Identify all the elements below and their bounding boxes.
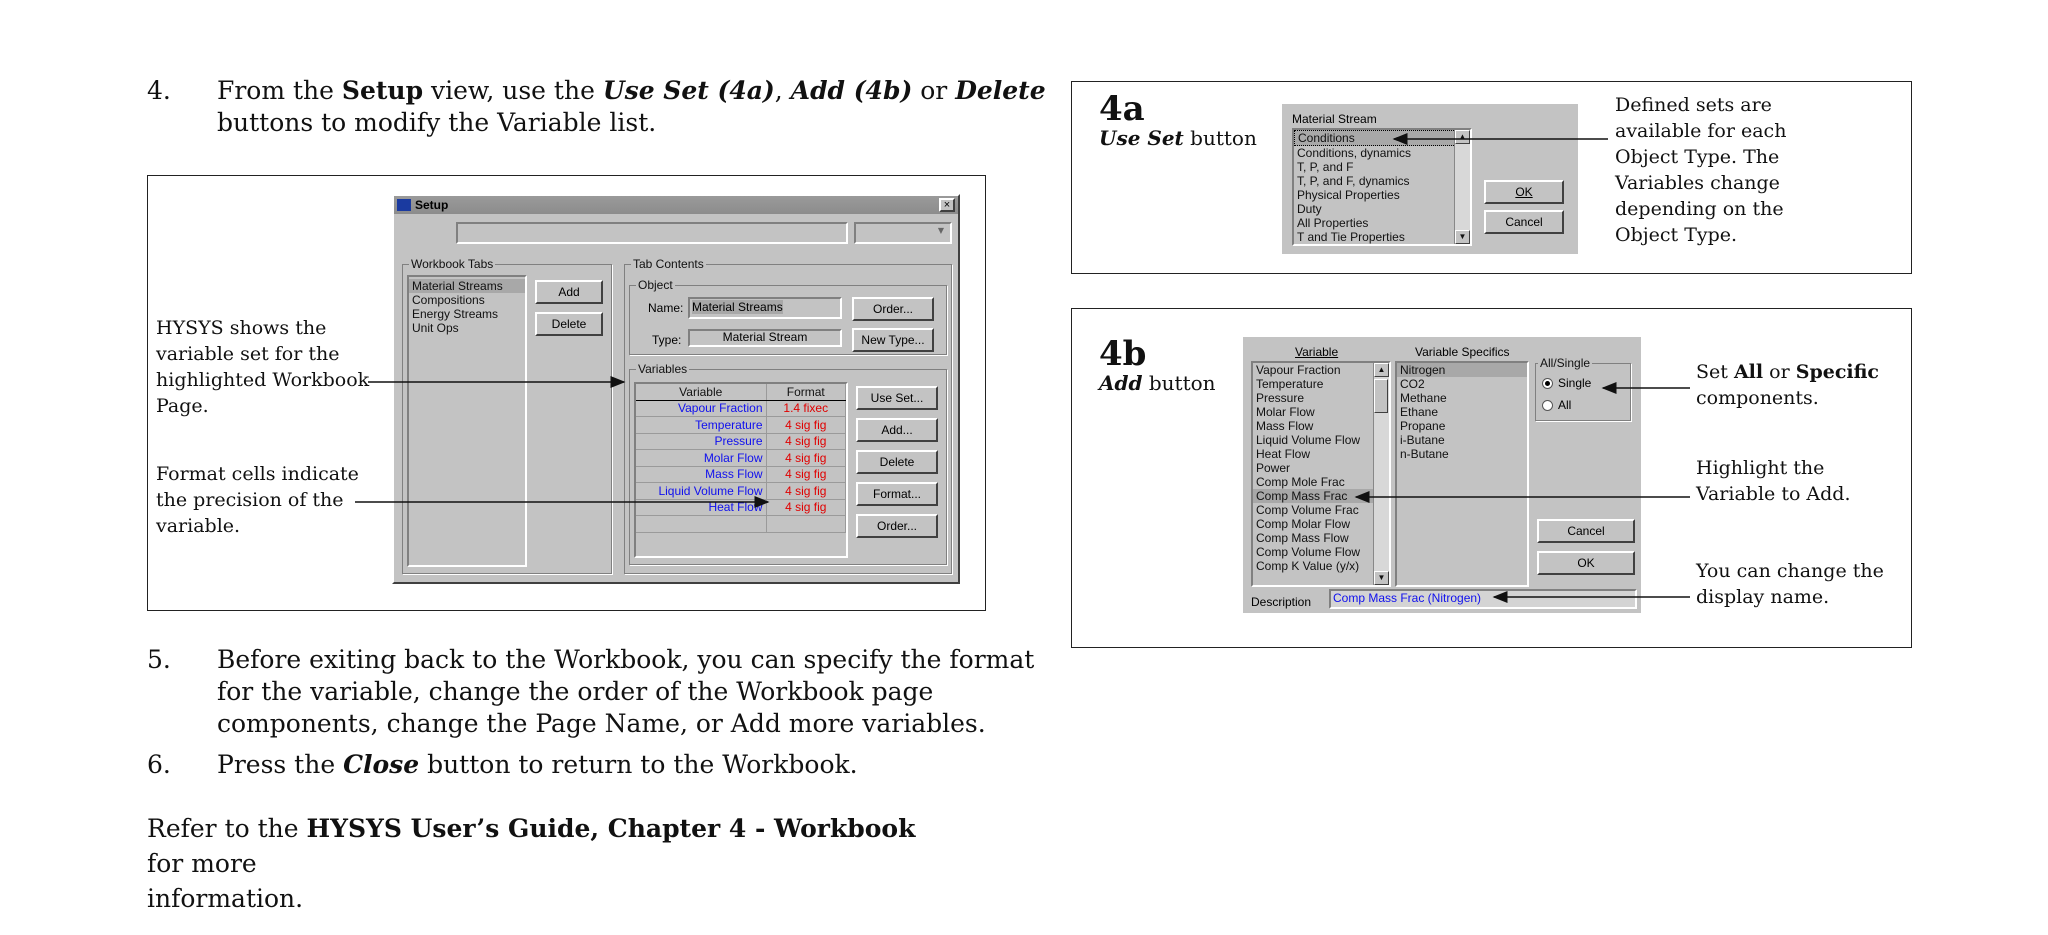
table-row: Pressure 4 sig fig (636, 433, 846, 450)
list-item[interactable]: Comp Mole Frac (1256, 475, 1345, 489)
list-item[interactable]: Nitrogen (1397, 363, 1527, 377)
panel-number: 4a (1099, 89, 1145, 129)
chevron-down-icon: ▼ (937, 226, 945, 235)
list-item[interactable]: Vapour Fraction (1256, 363, 1341, 377)
list-item[interactable]: Heat Flow (1256, 447, 1311, 461)
callout-variable-set: HYSYS shows the variable set for the highlighted Workbook Page. (156, 317, 370, 417)
list-item[interactable]: Duty (1297, 202, 1322, 216)
list-item[interactable]: Molar Flow (1256, 405, 1315, 419)
order-variables-button[interactable]: Order... (856, 514, 938, 538)
panel-number: 4b (1099, 334, 1147, 374)
list-item[interactable]: All Properties (1297, 216, 1369, 230)
panel-4b (1071, 308, 1912, 648)
list-item[interactable]: Material Streams (409, 279, 525, 293)
list-item[interactable]: Liquid Volume Flow (1256, 433, 1361, 447)
delete-variable-button[interactable]: Delete (856, 450, 938, 474)
list-item[interactable]: Physical Properties (1297, 188, 1400, 202)
add-tab-button[interactable]: Add (535, 280, 603, 304)
table-row: Heat Flow 4 sig fig (636, 499, 846, 516)
object-group: Object Name: Material Streams Type: Material Stream Order... New Type... (629, 285, 947, 355)
format-button[interactable]: Format... (856, 482, 938, 506)
callout-format-cells: Format cells indicate the precision of the variable. (156, 463, 359, 537)
table-row: Liquid Volume Flow 4 sig fig (636, 483, 846, 500)
object-name-field[interactable]: Material Streams (688, 297, 842, 319)
close-button[interactable]: × (939, 198, 955, 212)
list-item[interactable]: Compositions (412, 293, 485, 307)
object-type-field: Material Stream (688, 329, 842, 347)
panel-caption: Add button (1099, 371, 1216, 395)
list-item[interactable]: Ethane (1400, 405, 1439, 419)
list-item[interactable]: T, P, and F, dynamics (1297, 174, 1410, 188)
table-row: Molar Flow 4 sig fig (636, 450, 846, 467)
list-item[interactable]: Power (1256, 461, 1291, 475)
ok-button[interactable]: OK (1484, 180, 1564, 204)
scroll-up-icon[interactable]: ▲ (1374, 363, 1389, 377)
table-row: Vapour Fraction 1.4 fixec (636, 400, 846, 417)
variables-group: Variables Variable Format Vapour Fraction 1.4 fixec Temperature 4 sig fig Pressure 4 sig fig Molar Flow 4 sig fig Mass Flow 4 sig fig Liquid Volume Flow 4 sig fig Heat Flow 4 sig fig Use Set... Add... Delete Format... Order... (629, 369, 947, 565)
callout-arrows (148, 176, 987, 612)
description-field[interactable]: Comp Mass Frac (Nitrogen) (1329, 589, 1637, 609)
list-item[interactable]: T and Tie Properties (1297, 230, 1405, 244)
order-button[interactable]: Order... (852, 297, 934, 321)
panel-caption: Use Set button (1099, 126, 1257, 150)
list-item[interactable]: CO2 (1400, 377, 1425, 391)
list-item[interactable]: Comp Mass Flow (1256, 531, 1349, 545)
callout-arrows (1072, 82, 1913, 275)
list-item[interactable]: Propane (1400, 419, 1446, 433)
add-variable-button[interactable]: Add... (856, 418, 938, 442)
list-item[interactable]: Comp Volume Flow (1256, 545, 1361, 559)
table-row: Mass Flow 4 sig fig (636, 466, 846, 483)
scroll-down-icon[interactable]: ▼ (1455, 230, 1470, 244)
scroll-down-icon[interactable]: ▼ (1374, 571, 1389, 585)
callout-arrows (1072, 309, 1913, 649)
ok-button[interactable]: OK (1537, 551, 1635, 575)
all-single-group: All/Single Single All (1535, 363, 1631, 421)
list-item[interactable]: Pressure (1256, 391, 1305, 405)
list-item[interactable]: Energy Streams (412, 307, 499, 321)
refer-paragraph: Refer to the HYSYS User’s Guide, Chapter 4 - Workbook for more information. (147, 814, 916, 913)
new-type-button[interactable]: New Type... (852, 328, 934, 352)
list-item[interactable]: n-Butane (1400, 447, 1449, 461)
use-set-button[interactable]: Use Set... (856, 386, 938, 410)
list-item[interactable]: Conditions, dynamics (1297, 146, 1412, 160)
workbook-tabs-group: Workbook Tabs Material Streams Compositions Energy Streams Unit Ops Add Delete (402, 264, 612, 574)
variables-table[interactable]: Variable Format Vapour Fraction 1.4 fixec Temperature 4 sig fig Pressure 4 sig fig Molar Flow 4 sig fig Mass Flow 4 sig fig Liquid Volume Flow 4 sig fig Heat Flow 4 sig fig (636, 384, 846, 533)
list-item[interactable]: Comp Molar Flow (1256, 517, 1351, 531)
callout-display-name: You can change the display name. (1696, 560, 1884, 608)
list-item[interactable]: i-Butane (1400, 433, 1445, 447)
step-number: 4. (147, 76, 171, 105)
cancel-button[interactable]: Cancel (1537, 519, 1635, 543)
list-item[interactable]: Comp Mass Frac (1253, 489, 1389, 503)
list-item[interactable]: Comp Volume Frac (1256, 503, 1359, 517)
use-set-dialog: Material Stream Conditions Conditions, dynamics T, P, and F T, P, and F, dynamics Physical Properties Duty All Properties T and Tie Properties ▲ ▼ OK Cancel (1282, 104, 1578, 254)
list-item[interactable]: Comp K Value (y/x) (1256, 559, 1360, 573)
list-item[interactable]: Temperature (1256, 377, 1324, 391)
callout-all-specific: Set All or Specific components. (1696, 361, 1879, 409)
list-item[interactable]: Unit Ops (412, 321, 459, 335)
scroll-up-icon[interactable]: ▲ (1455, 130, 1470, 144)
list-item[interactable]: T, P, and F (1297, 160, 1354, 174)
title-bar: Setup × (394, 196, 958, 214)
add-variable-dialog: Variable Variable Specifics Vapour Fraction Temperature Pressure Molar Flow Mass Flow Liquid Volume Flow Heat Flow Power Comp Mole Frac Comp Mass Frac Comp Volume Frac Comp Molar Flow Comp Mass Flow Comp Volume Flow Comp K Value (y/x) ▲ ▼ Nitrogen CO2 Methane Ethane Propane i-Butane n-Butane All/Single Single All Cancel OK Description Comp Mass Frac (Nitrogen) (1243, 337, 1641, 613)
setup-figure (147, 175, 986, 611)
callout-highlight: Highlight the Variable to Add. (1696, 457, 1851, 505)
delete-tab-button[interactable]: Delete (535, 312, 603, 336)
table-row: Temperature 4 sig fig (636, 417, 846, 434)
tab-contents-group: Tab Contents Object Name: Material Streams Type: Material Stream Order... New Type... Variables Variable Format Vapour Fraction 1.4 fixec Temperature 4 sig fig Pressure 4 sig fig Molar Flow 4 sig fig Mass Flow 4 sig fig Liquid Volume Flow 4 sig fig Heat Flow 4 sig fig Use Set... Add... Delete Format... Order... (624, 264, 952, 574)
cancel-button[interactable]: Cancel (1484, 210, 1564, 234)
list-item[interactable]: Methane (1400, 391, 1447, 405)
callout-defined-sets: Defined sets are available for each Object Type. The Variables change depending on the Object Type. (1615, 94, 1787, 246)
list-item[interactable]: Mass Flow (1256, 419, 1314, 433)
panel-4a (1071, 81, 1912, 274)
list-item[interactable]: Conditions (1294, 130, 1470, 146)
